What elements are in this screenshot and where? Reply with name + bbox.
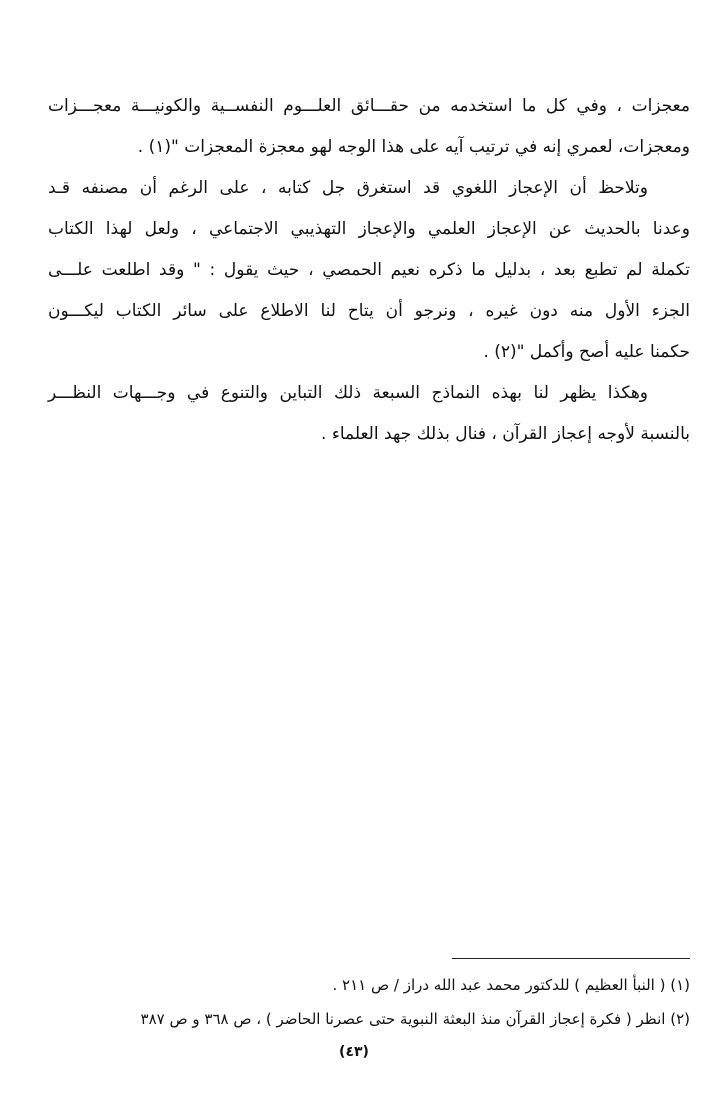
text-line-1: معجزات ، وفي كل ما استخدمه من حقـــائق العلـــوم النفســية والكونيـــة معجـــزات bbox=[48, 96, 690, 116]
page-number: (٤٣) bbox=[339, 1044, 369, 1060]
text-line-5: تكملة لم تطبع بعد ، بدليل ما ذكره نعيم الحمصي ، حيث يقول : " وقد اطلعت علـــى bbox=[48, 260, 690, 280]
text-line-7: حكمنا عليه أصح وأكمل "(٢) . bbox=[483, 342, 690, 362]
text-line-6: الجزء الأول منه دون غيره ، ونرجو أن يتاح لنا الاطلاع على سائر الكتاب ليكـــون bbox=[48, 301, 690, 321]
footnote-1: (١) ( النبأ العظيم ) للدكتور محمد عبد الله دراز / ص ٢١١ . bbox=[332, 976, 690, 994]
text-line-2: ومعجزات، لعمري إنه في ترتيب آيه على هذا الوجه لهو معجزة المعجزات "(١) . bbox=[137, 137, 690, 157]
text-line-4: وعدنا بالحديث عن الإعجاز العلمي والإعجاز التهذيبي الاجتماعي ، ولعل لهذا الكتاب bbox=[48, 219, 690, 239]
footnote-divider bbox=[452, 958, 690, 959]
text-line-9: بالنسبة لأوجه إعجاز القرآن ، فنال بذلك جهد العلماء . bbox=[321, 424, 690, 444]
footnote-2: (٢) انظر ( فكرة إعجاز القرآن منذ البعثة النبوية حتى عصرنا الحاضر ) ، ص ٣٦٨ و ص ٣٨٧ bbox=[140, 1010, 690, 1028]
text-line-8: وهكذا يظهر لنا بهذه النماذج السبعة ذلك التباين والتنوع في وجـــهات النظـــر bbox=[48, 383, 648, 403]
footnotes bbox=[48, 968, 690, 1036]
text-line-3: وتلاحظ أن الإعجاز اللغوي قد استغرق جل كتابه ، على الرغم أن مصنفه قـد bbox=[48, 178, 648, 198]
main-text bbox=[48, 86, 690, 455]
